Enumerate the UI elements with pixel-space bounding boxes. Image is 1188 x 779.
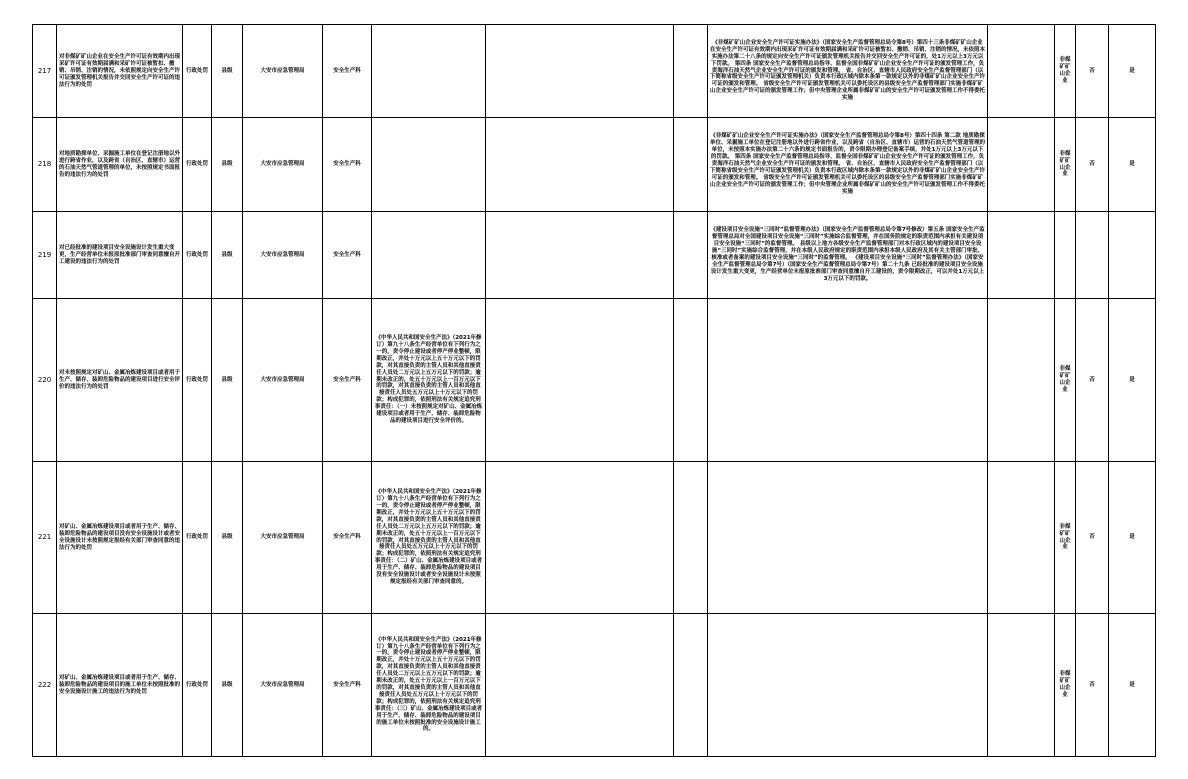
item-name: 对地质勘探单位、采掘施工单位在登记注册地以外进行跨省作业，以及跨省（自治区、直辖市）运营的石油天然气管道管理的单位，未按照规定书面报告的违法行为的处罚: [57, 118, 183, 212]
level: 县级: [212, 462, 243, 614]
department: 大安市应急管理局: [243, 614, 323, 757]
table-row: [33, 299, 1156, 462]
row-number: 221: [33, 462, 57, 614]
item-name: 对非煤矿矿山企业在安全生产许可证有效期内出现采矿许可证有效期届满和采矿许可证被暂扣、撤销、吊销、注销的情况，未依照规定向安全生产许可证颁发管理机关报告并交回安全生产许可证的违法行为的处罚: [57, 25, 183, 118]
blank-cell: [674, 614, 708, 757]
legal-basis-a: [372, 212, 486, 299]
flag-a: 否: [1076, 118, 1109, 212]
blank-cell: [988, 614, 1055, 757]
item-type: 行政处罚: [183, 614, 212, 757]
office: 安全生产科: [323, 614, 372, 757]
flag-a: 否: [1076, 25, 1109, 118]
flag-a: 否: [1076, 614, 1109, 757]
flag-a: [1076, 212, 1109, 299]
blank-cell: [674, 118, 708, 212]
flag-b: 是: [1109, 614, 1156, 757]
item-type: 行政处罚: [183, 212, 212, 299]
blank-cell: [486, 25, 674, 118]
legal-basis-a: 《中华人民共和国安全生产法》（2021年修订）第九十八条生产经营单位有下列行为之一的，责令停止建设或者停产停业整顿，限期改正，并处十万元以上五十万元以下的罚款，对其直接负责的主管人员和其他直接责任人员处二万元以上五万元以下的罚款；逾期未改正的，处五十万元以上一百万元以下的罚款，对其直接负责的主管人员和其他直接责任人员处五万元以上十万元以下的罚款；构成犯罪的，依照刑法有关规定追究刑事责任：（三）矿山、金属冶炼建设项目或者用于生产、储存、装卸危险物品的建设项目的施工单位未按照批准的安全设施设计施工的。: [372, 614, 486, 757]
level: 县级: [212, 212, 243, 299]
blank-cell: [486, 212, 674, 299]
flag-b: 是: [1109, 25, 1156, 118]
flag-b: 是: [1109, 462, 1156, 614]
row-number: 219: [33, 212, 57, 299]
target-object: 非煤矿矿山企业: [1055, 25, 1076, 118]
blank-cell: [988, 25, 1055, 118]
flag-b: 是: [1109, 118, 1156, 212]
blank-cell: [988, 462, 1055, 614]
office: 安全生产科: [323, 462, 372, 614]
target-object: 非煤矿矿山企业: [1055, 299, 1076, 462]
item-name: 对未按照规定对矿山、金属冶炼建设项目或者用于生产、储存、装卸危险物品的建设项目进行安全评价的违法行为的处罚: [57, 299, 183, 462]
department: 大安市应急管理局: [243, 299, 323, 462]
legal-basis-a: 《中华人民共和国安全生产法》（2021年修订）第九十八条生产经营单位有下列行为之一的，责令停止建设或者停产停业整顿，限期改正，并处十万元以上五十万元以下的罚款，对其直接负责的主管人员和其他直接责任人员处二万元以上五万元以下的罚款；逾期未改正的，处五十万元以上一百万元以下的罚款，对其直接负责的主管人员和其他直接责任人员处五万元以上十万元以下的罚款；构成犯罪的，依照刑法有关规定追究刑事责任：（二）矿山、金属冶炼建设项目或者用于生产、储存、装卸危险物品的建设项目没有安全设施设计或者安全设施设计未按照规定报经有关部门审查同意的。: [372, 462, 486, 614]
table-row: [33, 118, 1156, 212]
level: 县级: [212, 614, 243, 757]
item-type: 行政处罚: [183, 118, 212, 212]
office: 安全生产科: [323, 118, 372, 212]
target-object: [1055, 212, 1076, 299]
blank-cell: [988, 299, 1055, 462]
item-name: 对已经批准的建设项目安全设施设计发生重大变更，生产经营单位未报原批准部门审查同意擅自开工建设的违法行为的处罚: [57, 212, 183, 299]
department: 大安市应急管理局: [243, 118, 323, 212]
department: 大安市应急管理局: [243, 462, 323, 614]
legal-basis-a: [372, 118, 486, 212]
target-object: 非煤矿矿山企业: [1055, 118, 1076, 212]
legal-basis-b: [708, 462, 988, 614]
blank-cell: [988, 118, 1055, 212]
legal-basis-b: [708, 299, 988, 462]
department: 大安市应急管理局: [243, 25, 323, 118]
row-number: 222: [33, 614, 57, 757]
blank-cell: [486, 299, 674, 462]
department: 大安市应急管理局: [243, 212, 323, 299]
item-type: 行政处罚: [183, 25, 212, 118]
table-row: [33, 614, 1156, 757]
row-number: 218: [33, 118, 57, 212]
table-row: [33, 25, 1156, 118]
blank-cell: [486, 462, 674, 614]
level: 县级: [212, 118, 243, 212]
flag-b: 是: [1109, 299, 1156, 462]
level: 县级: [212, 299, 243, 462]
item-type: 行政处罚: [183, 462, 212, 614]
blank-cell: [674, 462, 708, 614]
blank-cell: [674, 25, 708, 118]
blank-cell: [674, 299, 708, 462]
office: 安全生产科: [323, 299, 372, 462]
office: 安全生产科: [323, 25, 372, 118]
legal-basis-a: [372, 25, 486, 118]
office: 安全生产科: [323, 212, 372, 299]
row-number: 220: [33, 299, 57, 462]
legal-basis-b: 《非煤矿矿山企业安全生产许可证实施办法》（国家安全生产监督管理总局令第8号）第四十四条 第二款 地质勘探单位、采掘施工单位在登记注册地以外进行跨省作业，以及跨省（自治区、直辖市）运营的石油天然气管道管理的单位，未按照本实施办法第二十六条的规定书面报告的，责令限期办理登记备案手续，并处1万元以上3万元以下的罚款。 第四条 国家安全生产监督管理总局指导、监督全国非煤矿矿山企业安全生产许可证的颁发管理工作，负责海洋石油天然气企业安全生产许可证的颁发和管理。 省、自治区、直辖市人民政府安全生产监督管理部门（以下简称省级安全生产许可证颁发管理机关）负责本行政区域内除本条第一款规定以外的非煤矿矿山企业安全生产许可证的颁发和管理。 省级安全生产许可证颁发管理机关可以委托设区的县级安全生产监督管理部门实施非煤矿矿山企业安全生产许可证的颁发管理工作；但中央管理企业所属非煤矿矿山的安全生产许可证颁发管理工作不得委托实施: [708, 118, 988, 212]
legal-basis-b: [708, 614, 988, 757]
table-row: [33, 212, 1156, 299]
blank-cell: [486, 118, 674, 212]
blank-cell: [674, 212, 708, 299]
item-type: 行政处罚: [183, 299, 212, 462]
legal-basis-a: 《中华人民共和国安全生产法》（2021年修订）第九十八条生产经营单位有下列行为之一的，责令停止建设或者停产停业整顿，限期改正，并处十万元以上五十万元以下的罚款，对其直接负责的主管人员和其他直接责任人员处二万元以上五万元以下的罚款；逾期未改正的，处五十万元以上一百万元以下的罚款，对其直接负责的主管人员和其他直接责任人员处五万元以上十万元以下的罚款；构成犯罪的，依照刑法有关规定追究刑事责任：（一）未按照规定对矿山、金属冶炼建设项目或者用于生产、储存、装卸危险物品的建设项目进行安全评价的。: [372, 299, 486, 462]
blank-cell: [988, 212, 1055, 299]
flag-a: 否: [1076, 462, 1109, 614]
item-name: 对矿山、金属冶炼建设项目或者用于生产、储存、装卸危险物品的建设项目的施工单位未按照批准的安全设施设计施工的违法行为的处罚: [57, 614, 183, 757]
level: 县级: [212, 25, 243, 118]
item-name: 对矿山、金属冶炼建设项目或者用于生产、储存、装卸危险物品的建设项目没有安全设施设计或者安全设施设计未按照规定报经有关部门审查同意的违法行为的处罚: [57, 462, 183, 614]
target-object: 非煤矿矿山企业: [1055, 614, 1076, 757]
legal-basis-b: 《非煤矿矿山企业安全生产许可证实施办法》（国家安全生产监督管理总局令第8号）第四十三条非煤矿矿山企业在安全生产许可证有效期内出现采矿许可证有效期届满和采矿许可证被暂扣、撤销、吊销、注销的情况，未依照本实施办法第二十八条的规定向安全生产许可证颁发管理机关报告并交回安全生产许可证的，处1万元以上3万元以下罚款。 第四条 国家安全生产监督管理总局指导、监督全国非煤矿矿山企业安全生产许可证的颁发管理工作，负责海洋石油天然气企业安全生产许可证的颁发和管理。 省、自治区、直辖市人民政府安全生产监督管理部门（以下简称省级安全生产许可证颁发管理机关）负责本行政区域内除本条第一款规定以外的非煤矿矿山企业安全生产许可证的颁发和管理。 省级安全生产许可证颁发管理机关可以委托设区的县级安全生产监督管理部门实施非煤矿矿山企业安全生产许可证的颁发管理工作；但中央管理企业所属非煤矿矿山的安全生产许可证颁发管理工作不得委托实施: [708, 25, 988, 118]
target-object: 非煤矿矿山企业: [1055, 462, 1076, 614]
table-row: [33, 462, 1156, 614]
flag-b: [1109, 212, 1156, 299]
row-number: 217: [33, 25, 57, 118]
blank-cell: [486, 614, 674, 757]
flag-a: 否: [1076, 299, 1109, 462]
enforcement-table: [32, 24, 1156, 757]
legal-basis-b: 《建设项目安全设施“三同时”监督管理办法》（国家安全生产监督管理总局令第7号修改）第五条 国家安全生产监督管理总局对全国建设项目安全设施“三同时”实施综合监督管理，并在国务院规定的职责范围内承担有关建设项目安全设施“三同时”的监督管理。 县级以上地方各级安全生产监督管理部门对本行政区域内的建设项目安全设施“三同时”实施综合监督管理，并在本级人民政府规定的职责范围内承担本级人民政府及其有关主管部门审批、核准或者备案的建设项目安全设施“三同时”的监督管理。 《建设项目安全设施“三同时”监督管理办法》（国家安全生产监督管理总局令第7号）（国家安全生产监督管理总局令第7号）第二十九条 已经批准的建设项目安全设施设计发生重大变更，生产经营单位未报原批准部门审查同意擅自开工建设的，责令限期改正，可以并处1万元以上3万元以下的罚款。: [708, 212, 988, 299]
